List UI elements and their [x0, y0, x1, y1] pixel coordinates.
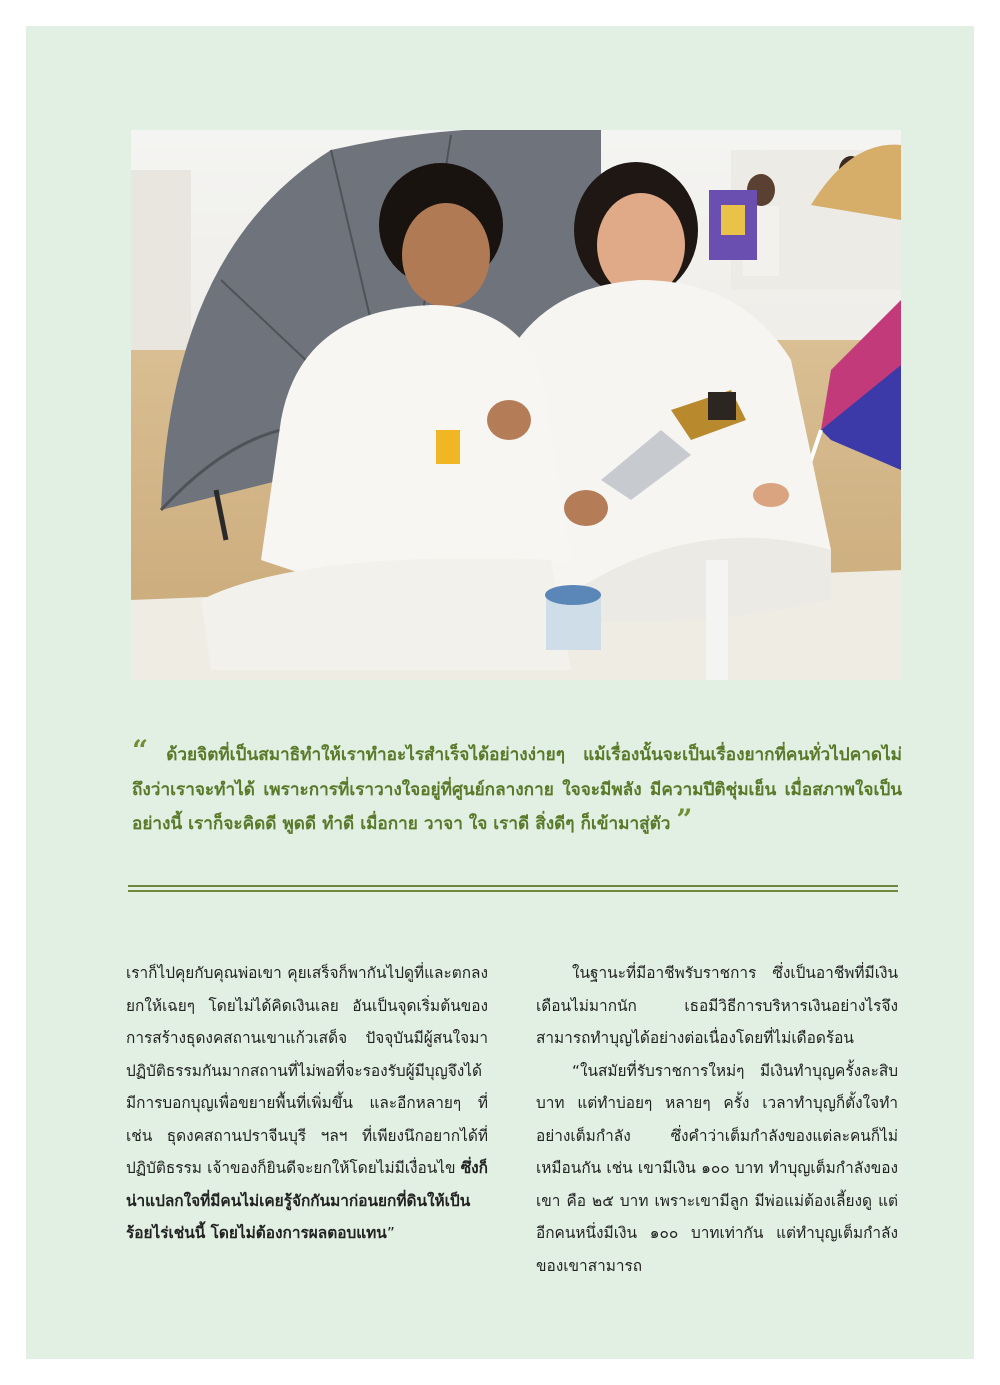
- left-paragraph-text: เราก็ไปคุยกับคุณพ่อเขา คุยเสร็จก็พากันไปดูที่และตกลงยกให้เฉยๆ โดยไม่ได้คิดเงินเลย อันเป็นจุดเริ่มต้นของการสร้างธุดงคสถานเขาแก้วเสด็จ ปัจจุบันมีผู้สนใจมาปฏิบัติธรรมกันมากสถานที่ไม่พอที่จะรองรับผู้มีบุญจึงได้มีการบอกบุญเพื่อขยายพื้นที่เพิ่มขึ้น และอีกหลายๆ ที่ เช่น ธุดงคสถานปราจีนบุรี ฯลฯ ที่เพียงนึกอยากได้ที่ปฏิบัติธรรม เจ้าของก็ยินดีจะยกให้โดยไม่มีเงื่อนไข: [126, 964, 488, 1177]
- left-closing-quote: ”: [386, 1224, 395, 1242]
- pull-quote: [132, 734, 902, 842]
- divider-rule-top: [128, 885, 898, 887]
- left-paragraph-bold: ซึ่งก็น่าแปลกใจที่มีคนไม่เคยรู้จักกันมาก่อนยกที่ดินให้เป็นร้อยไร่เช่นนี้ โดยไม่ต้องการผลตอบแทน: [126, 1159, 488, 1242]
- quote-open-mark: “: [132, 734, 149, 767]
- left-paragraph: [126, 957, 488, 1250]
- right-column: [536, 957, 898, 1282]
- quote-close-mark: ”: [676, 803, 693, 836]
- photo-boy-and-woman-under-umbrella: [131, 130, 901, 680]
- left-column: [126, 957, 488, 1250]
- divider-rule-bottom: [128, 890, 898, 892]
- quote-text: ด้วยจิตที่เป็นสมาธิทำให้เราทำอะไรสำเร็จได้อย่างง่ายๆ แม้เรื่องนั้นจะเป็นเรื่องยากที่คนทั่วไปคาดไม่ถึงว่าเราจะทำได้ เพราะการที่เราวางใจอยู่ที่ศูนย์กลางกาย ใจจะมีพลัง มีความปีติชุ่มเย็น เมื่อสภาพใจเป็นอย่างนี้ เราก็จะคิดดี พูดดี ทำดี เมื่อกาย วาจา ใจ เราดี สิ่งดีๆ ก็เข้ามาสู่ตัว: [132, 745, 902, 834]
- right-paragraph-2: “ในสมัยที่รับราชการใหม่ๆ มีเงินทำบุญครั้งละสิบบาท แต่ทำบ่อยๆ หลายๆ ครั้ง เวลาทำบุญก็ตั้งใจทำอย่างเต็มกำลัง ซึ่งคำว่าเต็มกำลังของแต่ละคนก็ไม่เหมือนกัน เช่น เขามีเงิน ๑๐๐ บาท ทำบุญเต็มกำลังของเขา คือ ๒๕ บาท เพราะเขามีลูก มีพ่อแม่ต้องเลี้ยงดู แต่อีกคนหนึ่งมีเงิน ๑๐๐ บาทเท่ากัน แต่ทำบุญเต็มกำลังของเขาสามารถ: [536, 1061, 898, 1275]
- right-paragraph-1: ในฐานะที่มีอาชีพรับราชการ ซึ่งเป็นอาชีพที่มีเงินเดือนไม่มากนัก เธอมีวิธีการบริหารเงินอย่างไรจึงสามารถทำบุญได้อย่างต่อเนื่องโดยที่ไม่เดือดร้อน: [536, 964, 898, 1047]
